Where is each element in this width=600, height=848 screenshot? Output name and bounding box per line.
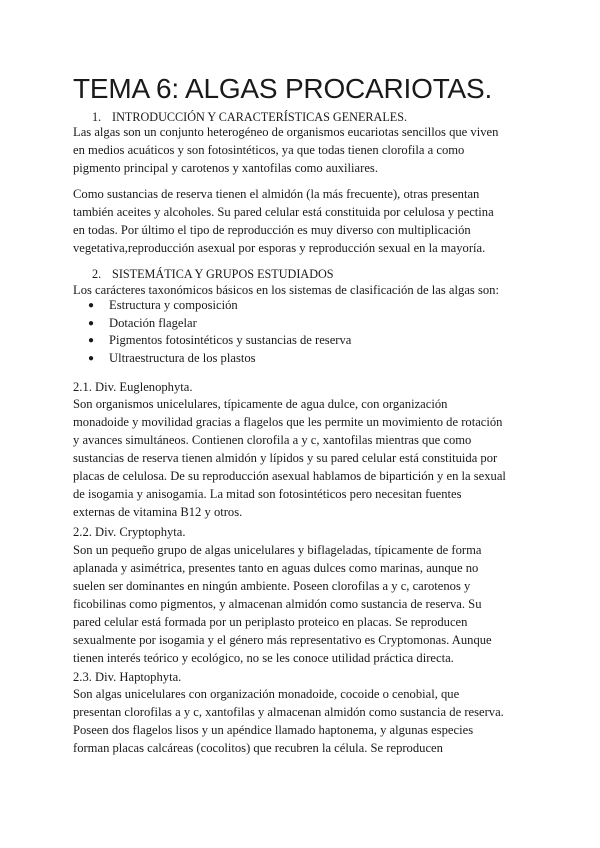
bullet-icon: ● [88,335,95,346]
text-line: suelen ser dominantes en ningún ambiente. Poseen clorofilas a y c, carotenos y [73,579,471,593]
text-line: monadoide y movilidad gracias a flagelos que les permite un movimiento de rotación [73,415,503,429]
text-line: también aceites y alcoholes. Su pared celular está constituida por celulosa y pectina [73,205,494,219]
text-line: sustancias de reserva tienen almidón y lípidos y su pared celular está constituida por [73,451,498,465]
paragraph-haptophyta [73,685,533,757]
subsection-heading-haptophyta: 2.3. Div. Haptophyta. [73,670,182,684]
text-line: tienen interés teórico y ecológico, no se les conoce utilidad práctica directa. [73,651,454,665]
text-line: en medios acuáticos y son fotosintéticos, ya que todas tienen clorofila a como [73,143,465,157]
text-line: pigmento principal y carotenos y xantofilas como auxiliares. [73,161,378,175]
text-line: Son algas unicelulares con organización monadoide, cocoide o cenobial, que [73,687,460,701]
subsection-heading-cryptophyta: 2.2. Div. Cryptophyta. [73,525,186,539]
text-line: forman placas calcáreas (cocolitos) que recubren la célula. Se reproducen [73,741,443,755]
text-line: pared celular está formada por un periplasto proteico en placas. Se reproducen [73,615,468,629]
page-title: TEMA 6: ALGAS PROCARIOTAS. [73,73,493,104]
text-line: Las algas son un conjunto heterogéneo de organismos eucariotas sencillos que viven [73,125,499,139]
section-number: 1. [92,110,102,124]
paragraph-intro-2 [73,185,533,257]
text-line: de isogamia y anisogamia. La mitad son fotosintéticos pero necesitan fuentes [73,487,462,501]
text-line: placas de celulosa. De su reproducción asexual hablamos de bipartición y en la sexual [73,469,506,483]
section-number: 2. [92,267,102,281]
text-line: en todas. Por último el tipo de reproducción es muy diverso con multiplicación [73,223,471,237]
text-line: aplanada y asimétrica, presentes tanto en aguas dulces como marinas, aunque no [73,561,479,575]
bullet-icon: ● [88,352,95,364]
text-line: ficobilinas como pigmentos, y almacenan almidón como sustancia de reserva. Su [73,597,482,611]
paragraph-euglenophyta [73,395,533,521]
text-line: Son organismos unicelulares, típicamente de agua dulce, con organización [73,397,448,411]
list-item: ● Dotación flagelar [73,315,533,333]
text-line: Como sustancias de reserva tienen el almidón (la más frecuente), otras presentan [73,187,480,201]
taxonomic-criteria-list [73,297,533,367]
text-line: sexualmente por isogamia y el género más representativo es Cryptomonas. Aunque [73,633,492,647]
text-line: presentan clorofilas a y c, xantofilas y almacenan almidón como sustancia de reserva. [73,705,504,719]
paragraph-cryptophyta [73,541,533,667]
list-item: ● Ultraestructura de los plastos [73,350,533,368]
text-line: vegetativa,reproducción asexual por esporas y reproducción sexual en la mayoría. [73,241,486,255]
text-line: externas de vitamina B12 y otros. [73,505,243,519]
text-line: Poseen dos flagelos lisos y un apéndice llamado haptonema, y algunas especies [73,723,474,737]
section-heading-text: INTRODUCCIÓN Y CARACTERÍSTICAS GENERALES. [112,110,408,124]
list-item: ● Estructura y composición [73,297,533,315]
list-item: ● Pigmentos fotosintéticos y sustancias de reserva [73,332,533,350]
text-line: Son un pequeño grupo de algas unicelulares y biflageladas, típicamente de forma [73,543,482,557]
subsection-heading-euglenophyta: 2.1. Div. Euglenophyta. [73,380,193,394]
paragraph-intro-1 [73,123,533,177]
section-heading-text: SISTEMÁTICA Y GRUPOS ESTUDIADOS [112,267,334,281]
bullet-icon: ● [88,300,95,311]
text-line: y avances simultáneos. Contienen clorofila a y c, xantofilas mientras que como [73,433,472,447]
text-line: Los carácteres taxonómicos básicos en los sistemas de clasificación de las algas son: [73,283,499,297]
bullet-icon: ● [88,317,95,329]
